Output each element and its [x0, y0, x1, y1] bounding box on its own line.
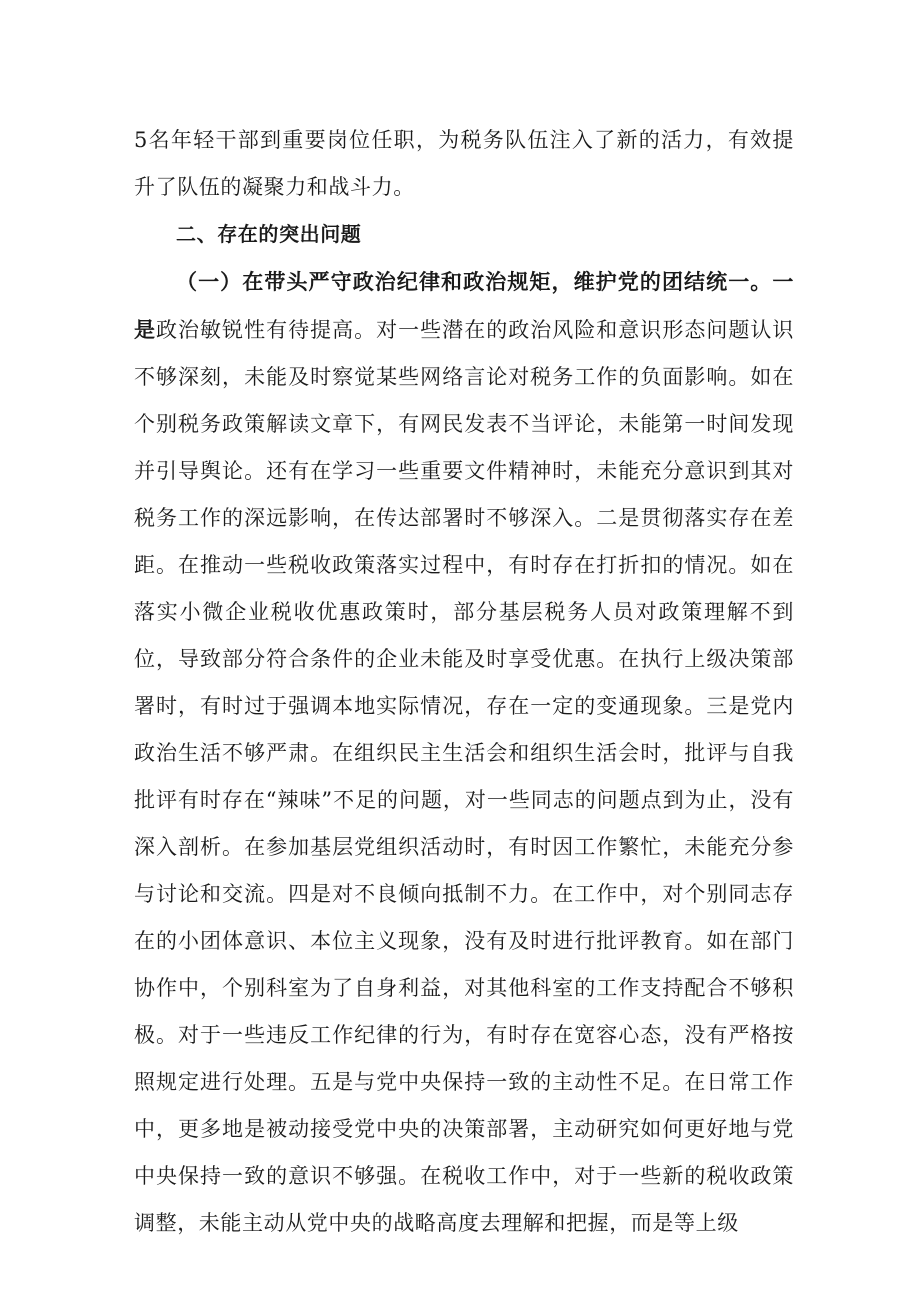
document-body — [134, 117, 794, 1247]
section-heading: 二、存在的突出问题 — [176, 222, 362, 246]
paragraph-body-text: 政治敏锐性有待提高。对一些潜在的政治风险和意识形态问题认识不够深刻，未能及时察觉某些网络言论对税务工作的负面影响。如在个别税务政策解读文章下，有网民发表不当评论，未能第一时间发现并引导舆论。还有在学习一些重要文件精神时，未能充分意识到其对税务工作的深远影响，在传达部署时不够深入。二是贯彻落实存在差距。在推动一些税收政策落实过程中，有时存在打折扣的情况。如在落实小微企业税收优惠政策时，部分基层税务人员对政策理解不到位，导致部分符合条件的企业未能及时享受优惠。在执行上级决策部署时，有时过于强调本地实际情况，存在一定的变通现象。三是党内政治生活不够严肃。在组织民主生活会和组织生活会时，批评与自我批评有时存在“辣味”不足的问题，对一些同志的问题点到为止，没有深入剖析。在参加基层党组织活动时，有时因工作繁忙，未能充分参与讨论和交流。四是对不良倾向抵制不力。在工作中，对个别同志存在的小团体意识、本位主义现象，没有及时进行批评教育。如在部门协作中，个别科室为了自身利益，对其他科室的工作支持配合不够积极。对于一些违反工作纪律的行为，有时存在宽容心态，没有严格按照规定进行处理。五是与党中央保持一致的主动性不足。在日常工作中，更多地是被动接受党中央的决策部署，主动研究如何更好地与党中央保持一致的意识不够强。在税收工作中，对于一些新的税收政策调整，未能主动从党中央的战略高度去理解和把握，而是等上级 — [134, 318, 794, 1235]
paragraph-issues — [134, 258, 794, 1247]
paragraph-lead-bold: （一）在带头严守政治纪律和政治规矩，维护党的团结统一。一是 — [134, 269, 794, 342]
paragraph-continuation: 5名年轻干部到重要岗位任职，为税务队伍注入了新的活力，有效提升了队伍的凝聚力和战斗力。 — [134, 128, 794, 199]
